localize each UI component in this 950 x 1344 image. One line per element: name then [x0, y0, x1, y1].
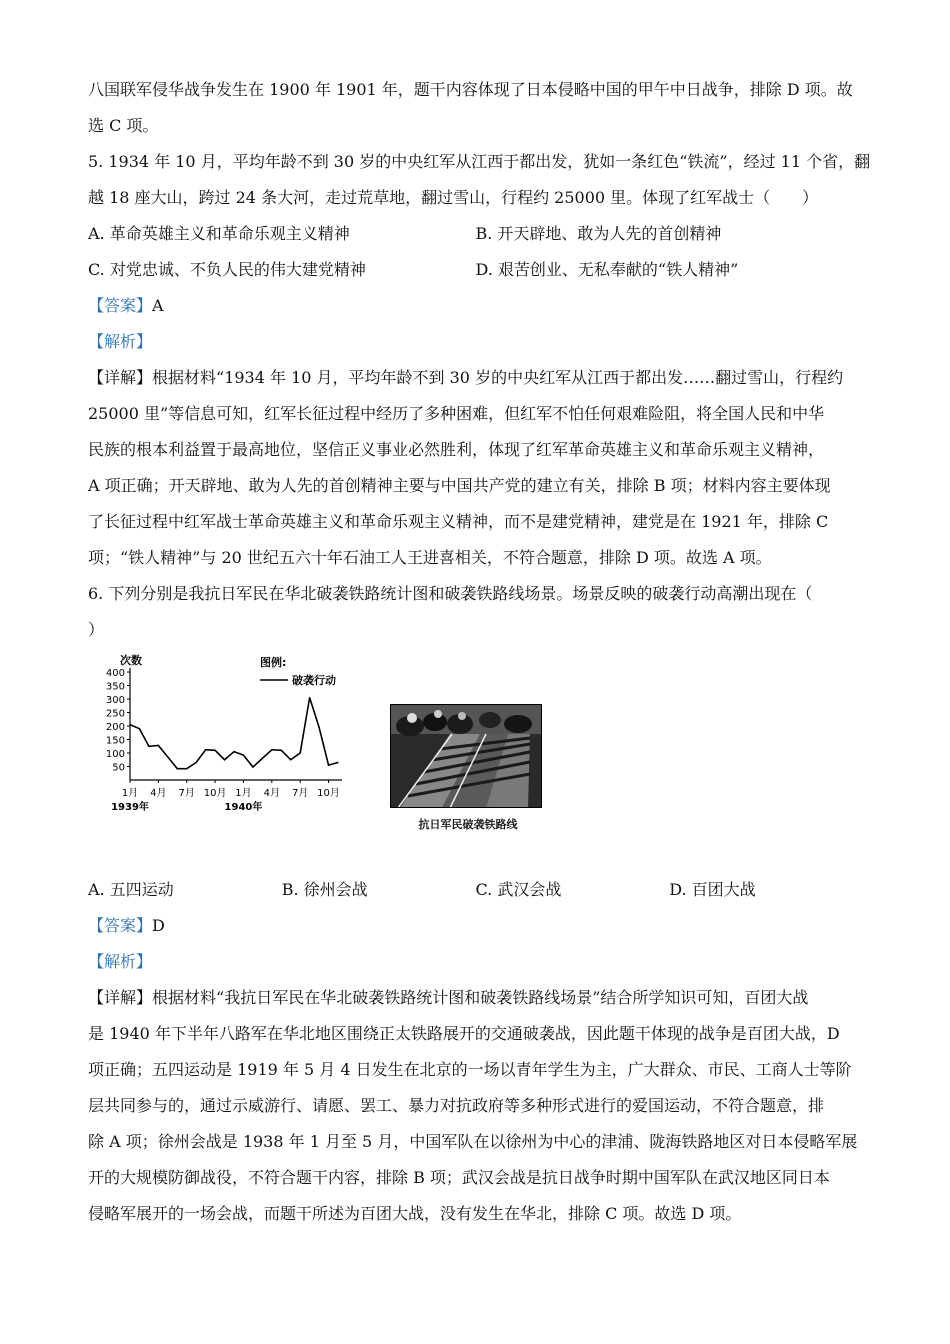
answer-line — [88, 908, 863, 944]
document-page — [88, 72, 871, 1232]
detail-text: 根据材料“我抗日军民在华北破袭铁路统计图和破袭铁路线场景”结合所学知识可知，百团大战 — [152, 988, 809, 1007]
data-point — [252, 766, 253, 767]
y-tick-label: 200 — [105, 722, 125, 733]
series-line-破袭行动 — [130, 698, 338, 769]
y-axis-label: 次数 — [120, 654, 142, 667]
option-b: B. 徐州会战 — [281, 880, 368, 899]
answer-value: D — [152, 916, 165, 935]
legend-label: 破袭行动 — [292, 674, 336, 687]
x-tick-label: 10月 — [203, 788, 227, 799]
question-stem: 5. 1934 年 10 月，平均年龄不到 30 岁的中央红军从江西于都出发，犹如一条红色“铁流”，经过 11 个省，翻 — [88, 152, 871, 171]
text-line: 25000 里”等信息可知，红军长征过程中经历了多种困难，但红军不怕任何艰难险阻，将全国人民和中华 — [88, 404, 825, 423]
analysis-tag: 【解析】 — [88, 332, 153, 351]
data-point — [290, 759, 291, 760]
year-label: 1939年 — [111, 802, 149, 813]
data-point — [233, 751, 234, 752]
text-line: 项；“铁人精神”与 20 世纪五六十年石油工人王进喜相关，不符合题意，排除 D 项。故选 A 项。 — [88, 548, 772, 567]
x-tick-label: 7月 — [291, 788, 309, 799]
data-point — [205, 749, 206, 750]
options-row — [88, 216, 863, 252]
detail-block — [88, 360, 863, 576]
y-tick-label: 150 — [105, 735, 125, 747]
data-point — [337, 762, 338, 763]
answer-value: A — [152, 296, 164, 315]
text-line: 民族的根本利益置于最高地位，坚信正义事业必然胜利，体现了红军革命英雄主义和革命乐观主义精神， — [88, 440, 825, 459]
option-a: A. 革命英雄主义和革命乐观主义精神 — [88, 224, 350, 243]
data-point — [148, 746, 149, 747]
x-tick-label: 4月 — [263, 788, 281, 799]
answer-tag: 【答案】 — [88, 916, 153, 935]
text-line: 八国联军侵华战争发生在 1900 年 1901 年，题干内容体现了日本侵略中国的甲午中日战争，排除 D 项。故 — [88, 80, 853, 99]
figure-area — [88, 654, 863, 872]
analysis-line — [88, 944, 863, 980]
photo-caption: 抗日军民破袭铁路线 — [418, 818, 518, 831]
analysis-tag: 【解析】 — [88, 952, 153, 971]
x-tick-label: 1月 — [235, 788, 252, 799]
text-line: A 项正确；开天辟地、敢为人先的首创精神主要与中国共产党的建立有关，排除 B 项；材料内容主要体现 — [88, 476, 831, 495]
answer-tag: 【答案】 — [88, 296, 153, 315]
text-line — [88, 980, 863, 1016]
options-row — [88, 872, 863, 908]
data-point — [196, 762, 197, 763]
detail-tag: 【详解】 — [88, 988, 153, 1007]
data-point — [167, 756, 168, 757]
option-c: C. 对党忠诚、不负人民的伟大建党精神 — [88, 260, 366, 279]
x-tick-label: 4月 — [150, 788, 167, 799]
y-tick-label: 100 — [105, 749, 125, 760]
data-point — [158, 745, 159, 746]
question-stem: ） — [88, 620, 105, 639]
railway-sabotage-chart — [88, 654, 368, 872]
text-line: 层共同参与的，通过示威游行、请愿、罢工、暴力对抗政府等多种形式进行的爱国运动，不符合题意，排 — [88, 1096, 825, 1115]
railway-sabotage-photo — [390, 704, 542, 808]
data-point — [300, 752, 301, 753]
text-line: 了长征过程中红军战士革命英雄主义和革命乐观主义精神，而不是建党精神，建党是在 1921 年，排除 C — [88, 512, 829, 531]
text-line: 开的大规模防御战役，不符合题干内容，排除 B 项；武汉会战是抗日战争时期中国军队在武汉地区同日本 — [88, 1168, 830, 1187]
x-tick-label: 7月 — [178, 788, 195, 799]
data-point — [186, 768, 187, 769]
data-point — [262, 758, 263, 759]
text-line: 除 A 项；徐州会战是 1938 年 1 月至 5 月，中国军队在以徐州为中心的津浦、陇海铁路地区对日本侵略军展 — [88, 1132, 858, 1151]
detail-block — [88, 980, 863, 1232]
text-line: 是 1940 年下半年八路军在华北地区围绕正太铁路展开的交通破袭战，因此题干体现的战争是百团大战，D — [88, 1024, 840, 1043]
data-point — [177, 768, 178, 769]
text-line: 项正确；五四运动是 1919 年 5 月 4 日发生在北京的一场以青年学生为主，广大群众、市民、工商人士等阶 — [88, 1060, 852, 1079]
detail-text: 根据材料“1934 年 10 月，平均年龄不到 30 岁的中央红军从江西于都出发……翻过雪山，行程约 — [152, 368, 844, 387]
text-line: 侵略军展开的一场会战，而题干所述为百团大战，没有发生在华北，排除 C 项。故选 D 项。 — [88, 1204, 742, 1223]
data-point — [271, 749, 272, 750]
data-point — [224, 759, 225, 760]
option-d: D. 百团大战 — [669, 880, 756, 899]
question-6 — [88, 576, 863, 1232]
year-label: 1940年 — [224, 802, 263, 813]
option-c: C. 武汉会战 — [475, 880, 562, 899]
option-b: B. 开天辟地、敢为人先的首创精神 — [475, 224, 722, 243]
previous-explanation — [88, 72, 863, 144]
data-point — [139, 728, 140, 729]
detail-tag: 【详解】 — [88, 368, 153, 387]
legend-title: 图例: — [260, 656, 287, 669]
analysis-line — [88, 324, 863, 360]
option-d: D. 艰苦创业、无私奉献的“铁人精神” — [475, 260, 739, 279]
data-point — [129, 724, 130, 725]
data-point — [214, 750, 215, 751]
answer-line — [88, 288, 863, 324]
data-point — [243, 755, 244, 756]
y-tick-label: 250 — [105, 708, 125, 720]
data-point — [281, 750, 282, 751]
text-line: 选 C 项。 — [88, 116, 159, 135]
y-tick-label: 350 — [105, 681, 125, 693]
question-5 — [88, 144, 871, 576]
question-stem: 越 18 座大山，跨过 24 条大河，走过荒草地，翻过雪山，行程约 25000 里。体现了红军战士（ ） — [88, 188, 819, 207]
photo-image — [390, 704, 542, 808]
option-a: A. 五四运动 — [88, 880, 174, 899]
y-tick-label: 50 — [112, 762, 125, 774]
x-tick-label: 1月 — [121, 788, 139, 799]
data-point — [309, 697, 310, 698]
options-row — [88, 252, 863, 288]
data-point — [318, 727, 319, 728]
y-tick-label: 400 — [105, 668, 125, 679]
x-tick-label: 10月 — [317, 788, 340, 799]
question-stem: 6. 下列分别是我抗日军民在华北破袭铁路统计图和破袭铁路线场景。场景反映的破袭行动高潮出现在（ — [88, 584, 813, 603]
y-tick-label: 300 — [105, 695, 125, 706]
data-point — [328, 765, 329, 766]
text-line — [88, 360, 863, 396]
